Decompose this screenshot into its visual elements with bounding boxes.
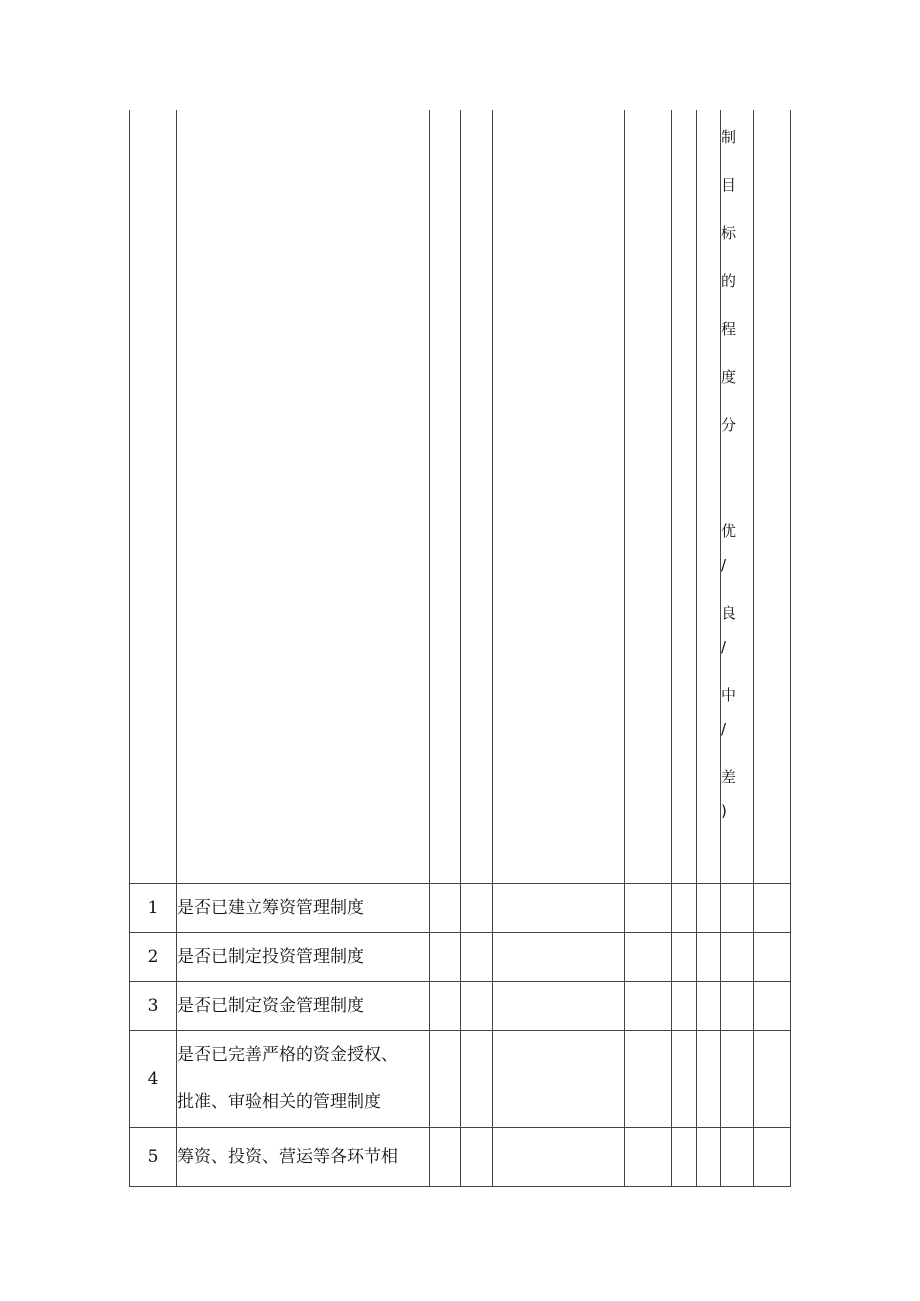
question-line: 是否已制定资金管理制度: [177, 995, 364, 1016]
answer-cell[interactable]: [430, 982, 461, 1031]
answer-cell[interactable]: [672, 884, 697, 933]
answer-cell[interactable]: [493, 884, 625, 933]
answer-cell[interactable]: [430, 884, 461, 933]
header-control-degree-cell: [721, 110, 754, 884]
table-row: [130, 884, 791, 933]
answer-cell[interactable]: [697, 1128, 721, 1187]
table-row: [130, 933, 791, 982]
control-degree-vertical-label: [721, 110, 753, 836]
answer-cell[interactable]: [430, 1128, 461, 1187]
answer-cell[interactable]: [721, 1128, 754, 1187]
answer-cell[interactable]: [625, 982, 672, 1031]
header-char: /: [721, 556, 727, 574]
answer-cell[interactable]: [461, 982, 493, 1031]
answer-cell[interactable]: [721, 933, 754, 982]
answer-cell[interactable]: [672, 1031, 697, 1128]
row-question: [177, 1128, 430, 1187]
header-char: 优: [721, 522, 737, 540]
header-char: 良: [721, 604, 737, 622]
header-cell: [177, 110, 430, 884]
header-char: 分: [721, 416, 737, 434]
answer-cell[interactable]: [754, 1128, 791, 1187]
row-question: [177, 933, 430, 982]
row-number: 4: [130, 1031, 177, 1128]
header-cell: [625, 110, 672, 884]
header-char: 的: [721, 272, 737, 290]
answer-cell[interactable]: [493, 933, 625, 982]
row-question: [177, 1031, 430, 1128]
answer-cell[interactable]: [461, 933, 493, 982]
table-row: [130, 1031, 791, 1128]
header-char: 标: [721, 224, 737, 242]
header-char: 差: [721, 768, 737, 786]
header-cell: [493, 110, 625, 884]
answer-cell[interactable]: [493, 1031, 625, 1128]
row-number: 3: [130, 982, 177, 1031]
question-line: 是否已制定投资管理制度: [177, 946, 364, 967]
answer-cell[interactable]: [697, 1031, 721, 1128]
header-cell: [430, 110, 461, 884]
header-char: ): [721, 802, 727, 820]
header-cell: [754, 110, 791, 884]
answer-cell[interactable]: [672, 982, 697, 1031]
row-question: [177, 982, 430, 1031]
answer-cell[interactable]: [754, 982, 791, 1031]
header-cell: [461, 110, 493, 884]
row-number: 1: [130, 884, 177, 933]
header-char: 中: [721, 686, 737, 704]
answer-cell[interactable]: [625, 1128, 672, 1187]
answer-cell[interactable]: [461, 884, 493, 933]
answer-cell[interactable]: [625, 884, 672, 933]
answer-cell[interactable]: [721, 982, 754, 1031]
row-number: 5: [130, 1128, 177, 1187]
answer-cell[interactable]: [672, 1128, 697, 1187]
answer-cell[interactable]: [461, 1031, 493, 1128]
answer-cell[interactable]: [721, 884, 754, 933]
question-line: 筹资、投资、营运等各环节相: [177, 1146, 398, 1167]
header-char: 制: [721, 128, 737, 146]
answer-cell[interactable]: [625, 1031, 672, 1128]
answer-cell[interactable]: [697, 933, 721, 982]
answer-cell[interactable]: [697, 884, 721, 933]
header-char: 度: [721, 368, 737, 386]
header-char: [721, 464, 753, 522]
question-line: 是否已建立筹资管理制度: [177, 897, 364, 918]
header-char: 程: [721, 320, 737, 338]
header-cell: [697, 110, 721, 884]
row-question: [177, 884, 430, 933]
answer-cell[interactable]: [430, 1031, 461, 1128]
header-cell: [130, 110, 177, 884]
answer-cell[interactable]: [754, 933, 791, 982]
answer-cell[interactable]: [493, 982, 625, 1031]
table-row: [130, 1128, 791, 1187]
header-char: /: [721, 638, 727, 656]
answer-cell[interactable]: [625, 933, 672, 982]
header-continuation-row: [130, 110, 791, 884]
answer-cell[interactable]: [754, 1031, 791, 1128]
question-line: 是否已完善严格的资金授权、: [177, 1045, 398, 1065]
answer-cell[interactable]: [697, 982, 721, 1031]
table-row: [130, 982, 791, 1031]
question-line: 批准、审验相关的管理制度: [177, 1092, 381, 1112]
answer-cell[interactable]: [430, 933, 461, 982]
answer-cell[interactable]: [721, 1031, 754, 1128]
answer-cell[interactable]: [461, 1128, 493, 1187]
answer-cell[interactable]: [754, 884, 791, 933]
internal-control-checklist-table: [129, 110, 791, 1187]
header-char: 目: [721, 176, 737, 194]
header-cell: [672, 110, 697, 884]
row-number: 2: [130, 933, 177, 982]
header-char: /: [721, 720, 727, 738]
answer-cell[interactable]: [493, 1128, 625, 1187]
answer-cell[interactable]: [672, 933, 697, 982]
